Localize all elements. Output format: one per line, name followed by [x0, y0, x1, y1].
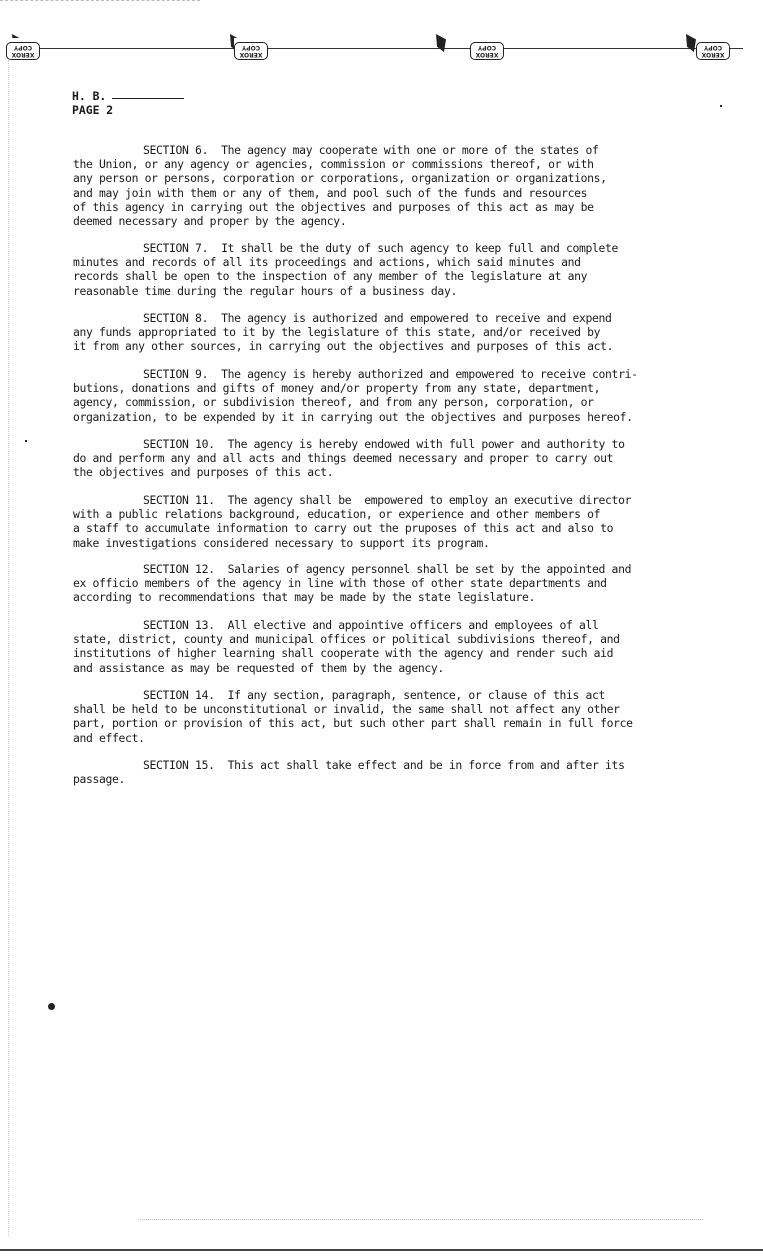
section-line: and assistance as may be requested of them by the agency. [73, 660, 444, 675]
ink-speck [720, 105, 722, 107]
section-paragraph [73, 241, 693, 298]
section-line: SECTION 7. It shall be the duty of such agency to keep full and complete [143, 241, 619, 255]
section-paragraph [73, 688, 693, 745]
section-paragraph [73, 618, 693, 675]
section-paragraph [73, 562, 693, 605]
section-line: shall be held to be unconstitutional or invalid, the same shall not affect any other [73, 702, 620, 717]
section-line: a staff to accumulate information to carry out the pruposes of this act and also to [73, 521, 614, 536]
section-paragraph [73, 367, 693, 424]
section-line: the Union, or any agency or agencies, commission or commissions thereof, or with [73, 157, 594, 172]
xerox-stamp: XEROX COPY [6, 38, 40, 64]
xerox-stamp: XEROX COPY [696, 38, 730, 64]
section-line: any funds appropriated to it by the legislature of this state, and/or received by [73, 325, 601, 340]
hb-blank-line [112, 98, 184, 99]
section-line: SECTION 8. The agency is authorized and empowered to receive and expend [143, 311, 612, 325]
section-line: butions, donations and gifts of money and/or property from any state, department, [73, 381, 601, 396]
left-edge [8, 60, 9, 1236]
section-line: reasonable time during the regular hours of a business day. [73, 283, 457, 298]
section-line: ex officio members of the agency in line with those of other state departments and [73, 576, 607, 591]
xerox-stamp: XEROX COPY [470, 38, 504, 64]
section-line: SECTION 11. The agency shall be empowered to employ an executive director [143, 493, 632, 507]
section-paragraph [73, 437, 693, 480]
hb-label: H. B. [72, 89, 107, 103]
fastener-mark [686, 34, 696, 52]
top-dashed-edge [0, 0, 200, 1]
section-line: SECTION 12. Salaries of agency personnel shall be set by the appointed and [143, 562, 632, 576]
section-line: minutes and records of all its proceedings and actions, which said minutes and [73, 255, 581, 270]
top-rule [8, 48, 743, 49]
section-line: make investigations considered necessary to support its program. [73, 535, 490, 550]
bottom-dotted-edge [140, 1219, 703, 1220]
section-paragraph [73, 311, 693, 354]
fastener-mark [436, 34, 446, 52]
xerox-stamp: XEROX COPY [234, 38, 268, 64]
section-line: and may join with them or any of them, and pool such of the funds and resources [73, 185, 588, 200]
section-line: the objectives and purposes of this act. [73, 465, 334, 480]
section-line: SECTION 10. The agency is hereby endowed with full power and authority to [143, 437, 625, 451]
ink-speck [48, 1003, 55, 1010]
section-line: SECTION 14. If any section, paragraph, sentence, or clause of this act [143, 688, 606, 702]
section-line: SECTION 6. The agency may cooperate with one or more of the states of [143, 143, 599, 157]
page-header [72, 89, 184, 117]
section-paragraph [73, 758, 693, 786]
section-line: state, district, county and municipal offices or political subdivisions thereof, and [73, 632, 620, 647]
section-line: any person or persons, corporation or corporations, organization or organizations, [73, 171, 607, 186]
section-line: and effect. [73, 730, 145, 745]
section-line: SECTION 9. The agency is hereby authorized and empowered to receive contri- [143, 367, 638, 381]
section-line: institutions of higher learning shall cooperate with the agency and render such aid [73, 646, 614, 661]
section-paragraph [73, 143, 693, 228]
bottom-rule [0, 1249, 763, 1251]
section-line: of this agency in carrying out the objectives and purposes of this act as may be [73, 199, 594, 214]
section-line: agency, commission, or subdivision thereof, and from any person, corporation, or [73, 395, 594, 410]
section-line: records shall be open to the inspection of any member of the legislature at any [73, 269, 588, 284]
section-line: SECTION 13. All elective and appointive officers and employees of all [143, 618, 599, 632]
section-line: deemed necessary and proper by the agency. [73, 214, 347, 229]
ink-speck [25, 440, 27, 442]
section-line: according to recommendations that may be made by the state legislature. [73, 590, 536, 605]
section-line: do and perform any and all acts and things deemed necessary and proper to carry out [73, 451, 614, 466]
section-line: part, portion or provision of this act, but such other part shall remain in full force [73, 716, 633, 731]
section-line: passage. [73, 772, 126, 787]
section-line: it from any other sources, in carrying out the objectives and purposes of this act. [73, 339, 614, 354]
section-line: organization, to be expended by it in carrying out the objectives and purposes hereof. [73, 409, 633, 424]
section-line: with a public relations background, education, or experience and other members of [73, 507, 601, 522]
page-number: PAGE 2 [72, 103, 114, 117]
section-paragraph [73, 493, 693, 550]
section-line: SECTION 15. This act shall take effect and be in force from and after its [143, 758, 625, 772]
